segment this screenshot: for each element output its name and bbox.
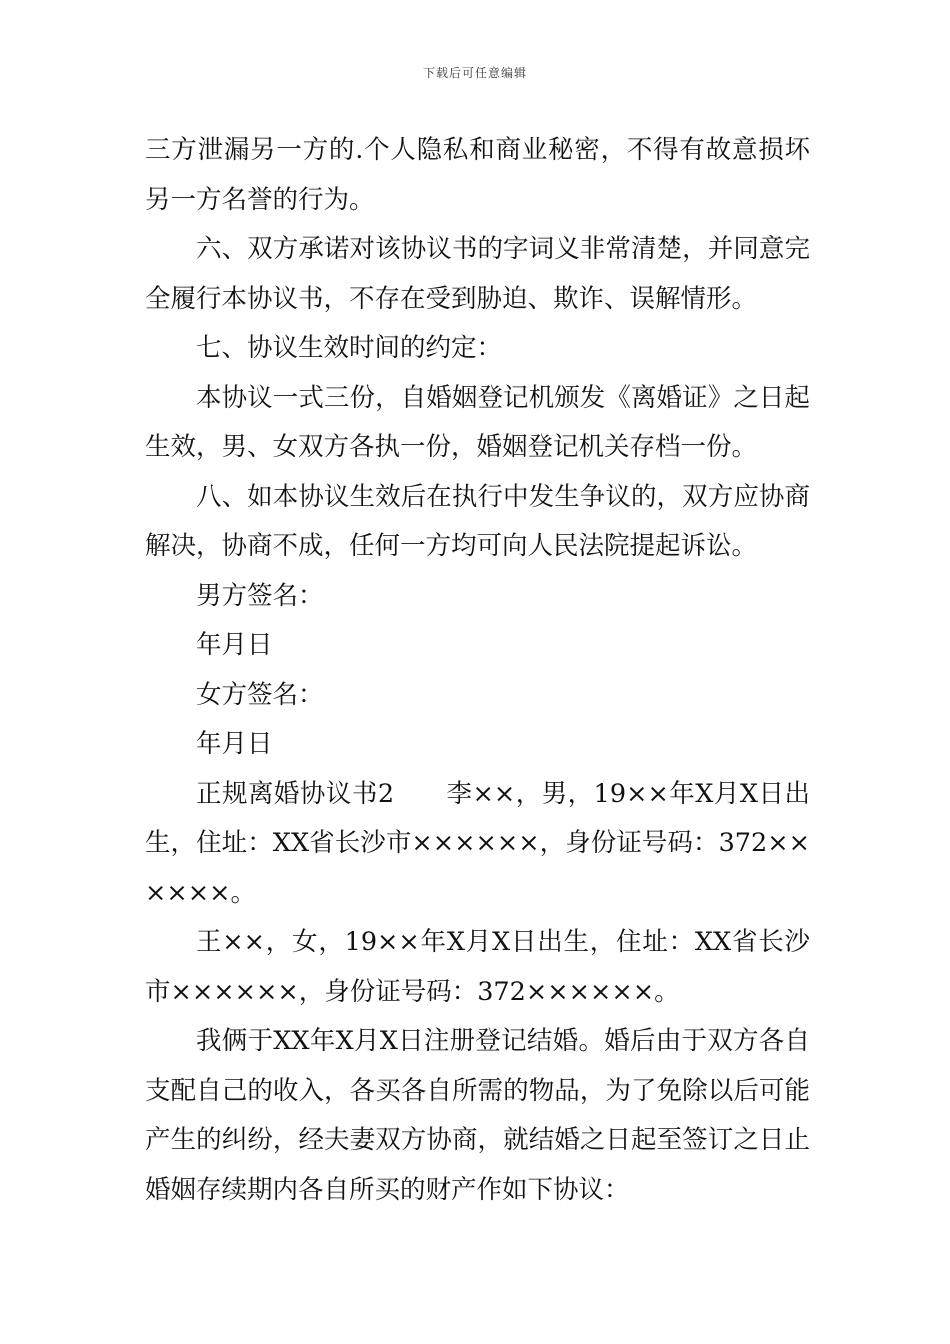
paragraph-privacy-clause: 三方泄漏另一方的.个人隐私和商业秘密，不得有故意损坏另一方名誉的行为。: [145, 135, 810, 215]
paragraph-clause-seven: 七、协议生效时间的约定：: [196, 333, 503, 363]
paragraph-clause-six: 六、双方承诺对该协议书的字词义非常清楚，并同意完全履行本协议书，不存在受到胁迫、欺诈、误解情形。: [145, 234, 810, 314]
paragraph-agreement-two-party-a: 正规离婚协议书2 李××，男，19××年X月X日出生，住址：XX省长沙市××××××，身份证号码：372××××××。: [145, 778, 810, 908]
paragraph-effective-date: 本协议一式三份，自婚姻登记机颁发《离婚证》之日起生效，男、女双方各执一份，婚姻登记机关存档一份。: [145, 382, 810, 462]
male-signature-label: 男方签名：: [196, 580, 324, 611]
paragraph-marriage-property: 我俩于XX年X月X日注册登记结婚。婚后由于双方各自支配自己的收入，各买各自所需的物品，为了免除以后可能产生的纠纷，经夫妻双方协商，就结婚之日起至签订之日止婚姻存续期内各自所买的财产作如下协议：: [145, 1026, 810, 1205]
document-body: [145, 126, 810, 1215]
paragraph-party-b: 王××，女，19××年X月X日出生，住址：XX省长沙市××××××，身份证号码：372××××××。: [145, 927, 810, 1007]
male-signature-date: 年月日: [196, 630, 273, 660]
female-signature-label: 女方签名：: [196, 679, 324, 710]
page-header: 下载后可任意编辑: [422, 66, 527, 80]
female-signature-date: 年月日: [196, 729, 273, 759]
paragraph-clause-eight: 八、如本协议生效后在执行中发生争议的，双方应协商解决，协商不成，任何一方均可向人民法院提起诉讼。: [145, 481, 810, 561]
